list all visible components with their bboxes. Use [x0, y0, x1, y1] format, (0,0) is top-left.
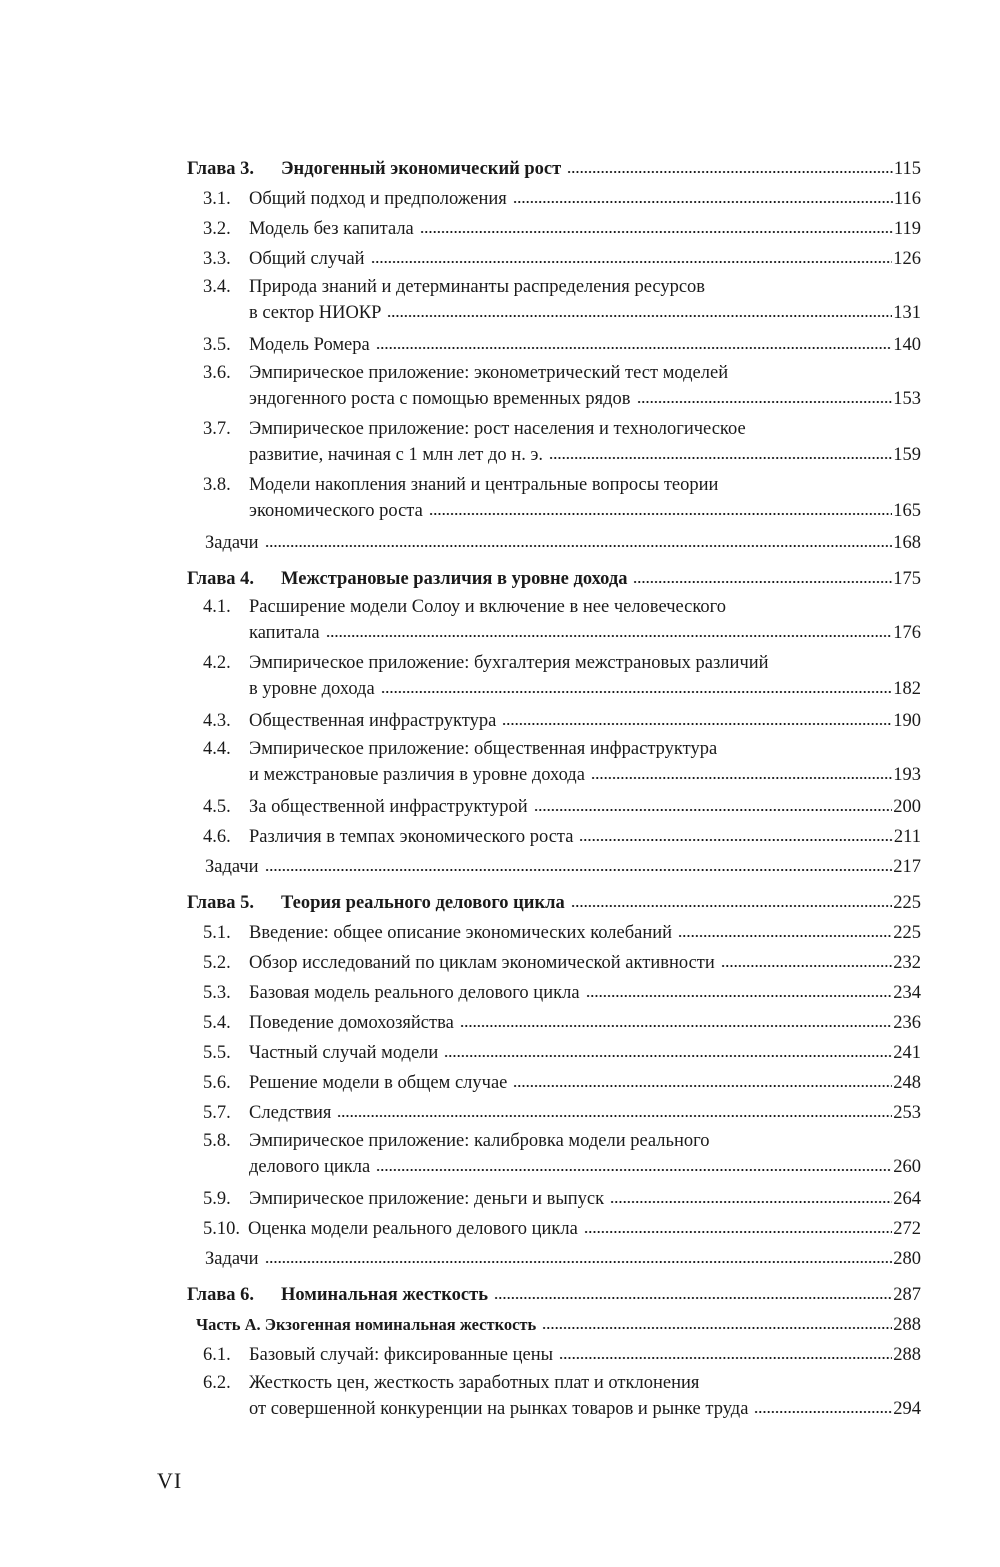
- chapter-title: Межстрановые различия в уровне дохода: [281, 569, 628, 589]
- section-title-continued: в уровне дохода: [249, 679, 375, 699]
- section-page-number: 288: [893, 1345, 921, 1365]
- dot-leader: [381, 690, 893, 694]
- dot-leader: [567, 170, 893, 174]
- section-page-number: 159: [893, 445, 921, 465]
- section-line-continued: [203, 1154, 921, 1182]
- section-page-number: 153: [893, 389, 921, 409]
- section-entry[interactable]: [187, 948, 921, 978]
- dot-leader: [371, 260, 893, 264]
- section-entry[interactable]: [187, 1098, 921, 1128]
- section-number: 3.6.: [203, 363, 231, 383]
- dot-leader: [326, 634, 893, 638]
- exercises-page-number: 168: [893, 533, 921, 553]
- section-page-number: 232: [893, 953, 921, 973]
- section-title: Решение модели в общем случае: [249, 1073, 508, 1093]
- section-title: Оценка модели реального делового цикла: [248, 1219, 578, 1239]
- section-title: Различия в темпах экономического роста: [249, 827, 574, 847]
- dot-leader: [549, 456, 892, 460]
- section-entry[interactable]: [187, 1370, 921, 1424]
- chapter-heading[interactable]: [187, 888, 921, 918]
- chapter-heading[interactable]: [187, 564, 921, 594]
- exercises-entry[interactable]: [187, 528, 921, 558]
- section-page-number: 294: [893, 1399, 921, 1419]
- section-page-number: 140: [893, 335, 921, 355]
- section-entry[interactable]: [187, 244, 921, 274]
- section-line: [203, 706, 921, 736]
- section-number: 5.9.: [203, 1189, 231, 1209]
- exercises-title: Задачи: [205, 1249, 259, 1269]
- section-line-continued: [203, 676, 921, 704]
- section-line: [203, 274, 921, 300]
- section-number: 6.2.: [203, 1373, 231, 1393]
- section-page-number: 234: [893, 983, 921, 1003]
- dot-leader: [542, 1326, 892, 1330]
- section-entry[interactable]: [187, 472, 921, 526]
- page-number-folio: VI: [157, 1468, 183, 1493]
- dot-leader: [444, 1054, 892, 1058]
- section-page-number: 165: [893, 501, 921, 521]
- dot-leader: [754, 1410, 892, 1414]
- section-page-number: 116: [893, 189, 921, 209]
- section-entry[interactable]: [187, 978, 921, 1008]
- chapter-number: Глава 5.: [187, 893, 255, 913]
- section-page-number: 176: [893, 623, 921, 643]
- section-line: [203, 360, 921, 386]
- section-page-number: 126: [893, 249, 921, 269]
- section-number: 4.5.: [203, 797, 231, 817]
- section-number: 4.4.: [203, 739, 231, 759]
- section-number: 3.4.: [203, 277, 231, 297]
- section-page-number: 264: [893, 1189, 921, 1209]
- section-entry[interactable]: [187, 822, 921, 852]
- dot-leader: [265, 868, 893, 872]
- section-page-number: 253: [893, 1103, 921, 1123]
- section-title: Частный случай модели: [249, 1043, 439, 1063]
- section-page-number: 241: [893, 1043, 921, 1063]
- dot-leader: [513, 200, 893, 204]
- section-number: 5.7.: [203, 1103, 231, 1123]
- section-line-continued: [203, 300, 921, 328]
- chapter-heading[interactable]: [187, 154, 921, 184]
- exercises-title: Задачи: [205, 533, 259, 553]
- chapter-number: Глава 3.: [187, 159, 255, 179]
- dot-leader: [579, 838, 892, 842]
- chapter-block: [187, 888, 921, 1274]
- section-number: 5.8.: [203, 1131, 231, 1151]
- dot-leader: [721, 964, 892, 968]
- section-number: 5.1.: [203, 923, 231, 943]
- table-of-contents: [187, 154, 921, 1430]
- section-line-continued: [203, 442, 921, 470]
- section-page-number: 200: [893, 797, 921, 817]
- chapter-title: Эндогенный экономический рост: [281, 159, 562, 179]
- dot-leader: [584, 1230, 892, 1234]
- chapter-page-number: 115: [893, 159, 921, 179]
- section-title: Эмпирическое приложение: эконометрический тест моделей: [249, 363, 729, 383]
- section-number: 3.8.: [203, 475, 231, 495]
- section-title: Эмпирическое приложение: деньги и выпуск: [249, 1189, 605, 1209]
- section-page-number: 190: [893, 711, 921, 731]
- section-page-number: 272: [893, 1219, 921, 1239]
- section-page-number: 225: [893, 923, 921, 943]
- section-line: [203, 650, 921, 676]
- section-line: [203, 792, 921, 822]
- section-line: [203, 822, 921, 852]
- section-entry[interactable]: [187, 1214, 921, 1244]
- section-number: 5.10.: [203, 1219, 240, 1239]
- section-line-continued: [203, 1396, 921, 1424]
- section-entry[interactable]: [187, 706, 921, 736]
- section-number: 3.7.: [203, 419, 231, 439]
- section-entry[interactable]: [187, 736, 921, 790]
- section-page-number: 211: [893, 827, 921, 847]
- section-entry[interactable]: [187, 1008, 921, 1038]
- section-title-continued: капитала: [249, 623, 320, 643]
- dot-leader: [633, 580, 892, 584]
- section-title: Базовый случай: фиксированные цены: [249, 1345, 554, 1365]
- section-title-continued: делового цикла: [249, 1157, 371, 1177]
- section-title-continued: экономического роста: [249, 501, 423, 521]
- part-page-number: 288: [893, 1315, 921, 1335]
- section-line-continued: [203, 498, 921, 526]
- section-line: [203, 1098, 921, 1128]
- section-number: 3.1.: [203, 189, 231, 209]
- section-title: Расширение модели Солоу и включение в нее человеческого: [249, 597, 727, 617]
- dot-leader: [571, 904, 892, 908]
- section-number: 5.5.: [203, 1043, 231, 1063]
- chapter-heading[interactable]: [187, 1280, 921, 1310]
- section-entry[interactable]: [187, 1184, 921, 1214]
- section-number: 3.5.: [203, 335, 231, 355]
- section-title: Следствия: [249, 1103, 332, 1123]
- section-title-continued: развитие, начиная с 1 млн лет до н. э.: [249, 445, 544, 465]
- section-number: 5.2.: [203, 953, 231, 973]
- section-line-continued: [203, 386, 921, 414]
- section-entry[interactable]: [187, 1340, 921, 1370]
- section-title: Введение: общее описание экономических колебаний: [249, 923, 673, 943]
- section-title: Эмпирическое приложение: бухгалтерия межстрановых различий: [249, 653, 769, 673]
- section-title: Жесткость цен, жесткость заработных плат и отклонения: [249, 1373, 700, 1393]
- section-entry[interactable]: [187, 184, 921, 214]
- chapter-block: [187, 1280, 921, 1424]
- section-page-number: 131: [893, 303, 921, 323]
- section-title: Общий случай: [249, 249, 365, 269]
- chapter-page-number: 287: [893, 1285, 921, 1305]
- section-number: 5.3.: [203, 983, 231, 1003]
- section-title: Общий подход и предположения: [249, 189, 507, 209]
- section-number: 5.6.: [203, 1073, 231, 1093]
- section-page-number: 248: [893, 1073, 921, 1093]
- section-line: [203, 918, 921, 948]
- dot-leader: [429, 512, 892, 516]
- chapter-title: Номинальная жесткость: [281, 1285, 488, 1305]
- section-line: [203, 736, 921, 762]
- chapter-page-number: 225: [893, 893, 921, 913]
- section-line: [203, 1370, 921, 1396]
- section-number: 4.3.: [203, 711, 231, 731]
- dot-leader: [265, 544, 893, 548]
- section-line: [203, 416, 921, 442]
- dot-leader: [591, 776, 892, 780]
- dot-leader: [559, 1356, 892, 1360]
- dot-leader: [387, 314, 892, 318]
- dot-leader: [502, 722, 892, 726]
- exercises-entry[interactable]: [187, 852, 921, 882]
- part-heading[interactable]: [187, 1310, 921, 1340]
- section-line: [203, 1128, 921, 1154]
- chapter-number: Глава 6.: [187, 1285, 255, 1305]
- section-title: Базовая модель реального делового цикла: [249, 983, 580, 1003]
- section-entry[interactable]: [187, 918, 921, 948]
- section-entry[interactable]: [187, 416, 921, 470]
- section-title-continued: эндогенного роста с помощью временных рядов: [249, 389, 631, 409]
- section-number: 6.1.: [203, 1345, 231, 1365]
- section-title-continued: и межстрановые различия в уровне дохода: [249, 765, 585, 785]
- section-title-continued: в сектор НИОКР: [249, 303, 382, 323]
- section-title: Общественная инфраструктура: [249, 711, 497, 731]
- chapter-block: [187, 564, 921, 882]
- section-line: [203, 594, 921, 620]
- section-entry[interactable]: [187, 360, 921, 414]
- section-title: Эмпирическое приложение: калибровка модели реального: [249, 1131, 710, 1151]
- section-title: За общественной инфраструктурой: [249, 797, 528, 817]
- section-entry[interactable]: [187, 1068, 921, 1098]
- section-line: [203, 1214, 921, 1244]
- section-number: 5.4.: [203, 1013, 231, 1033]
- section-number: 4.6.: [203, 827, 231, 847]
- section-entry[interactable]: [187, 330, 921, 360]
- chapter-block: [187, 154, 921, 558]
- section-page-number: 260: [893, 1157, 921, 1177]
- dot-leader: [420, 230, 893, 234]
- section-line: [203, 1038, 921, 1068]
- section-title-continued: от совершенной конкуренции на рынках товаров и рынке труда: [249, 1399, 749, 1419]
- section-number: 3.2.: [203, 219, 231, 239]
- section-page-number: 236: [893, 1013, 921, 1033]
- dot-leader: [337, 1114, 892, 1118]
- section-title: Обзор исследований по циклам экономической активности: [249, 953, 715, 973]
- section-line: [203, 214, 921, 244]
- dot-leader: [460, 1024, 892, 1028]
- section-title: Эмпирическое приложение: общественная инфраструктура: [249, 739, 718, 759]
- chapter-number: Глава 4.: [187, 569, 255, 589]
- dot-leader: [376, 1168, 892, 1172]
- section-page-number: 193: [893, 765, 921, 785]
- section-page-number: 182: [893, 679, 921, 699]
- section-entry[interactable]: [187, 650, 921, 704]
- chapter-page-number: 175: [893, 569, 921, 589]
- section-entry[interactable]: [187, 594, 921, 648]
- section-number: 4.1.: [203, 597, 231, 617]
- section-title: Модели накопления знаний и центральные вопросы теории: [249, 475, 719, 495]
- section-line: [203, 1184, 921, 1214]
- section-number: 4.2.: [203, 653, 231, 673]
- part-title: Часть А. Экзогенная номинальная жесткость: [196, 1315, 537, 1334]
- exercises-page-number: 217: [893, 857, 921, 877]
- section-line: [203, 330, 921, 360]
- section-line-continued: [203, 762, 921, 790]
- section-page-number: 119: [893, 219, 921, 239]
- section-title: Эмпирическое приложение: рост населения и технологическое: [249, 419, 746, 439]
- chapter-title: Теория реального делового цикла: [281, 893, 565, 913]
- section-number: 3.3.: [203, 249, 231, 269]
- section-line: [203, 1008, 921, 1038]
- exercises-entry[interactable]: [187, 1244, 921, 1274]
- dot-leader: [494, 1296, 892, 1300]
- dot-leader: [586, 994, 893, 998]
- section-entry[interactable]: [187, 214, 921, 244]
- section-line: [203, 1340, 921, 1370]
- section-line: [203, 244, 921, 274]
- dot-leader: [637, 400, 893, 404]
- dot-leader: [376, 346, 893, 350]
- section-line: [203, 184, 921, 214]
- section-title: Модель без капитала: [249, 219, 414, 239]
- section-line: [203, 978, 921, 1008]
- section-line: [203, 1068, 921, 1098]
- dot-leader: [265, 1260, 893, 1264]
- section-title: Модель Ромера: [249, 335, 370, 355]
- section-entry[interactable]: [187, 1038, 921, 1068]
- section-entry[interactable]: [187, 792, 921, 822]
- dot-leader: [534, 808, 893, 812]
- dot-leader: [513, 1084, 892, 1088]
- dot-leader: [610, 1200, 892, 1204]
- section-entry[interactable]: [187, 274, 921, 328]
- section-line-continued: [203, 620, 921, 648]
- section-line: [203, 948, 921, 978]
- section-title: Поведение домохозяйства: [249, 1013, 454, 1033]
- section-entry[interactable]: [187, 1128, 921, 1182]
- dot-leader: [678, 934, 892, 938]
- exercises-page-number: 280: [893, 1249, 921, 1269]
- section-line: [203, 472, 921, 498]
- section-title: Природа знаний и детерминанты распределения ресурсов: [249, 277, 706, 297]
- exercises-title: Задачи: [205, 857, 259, 877]
